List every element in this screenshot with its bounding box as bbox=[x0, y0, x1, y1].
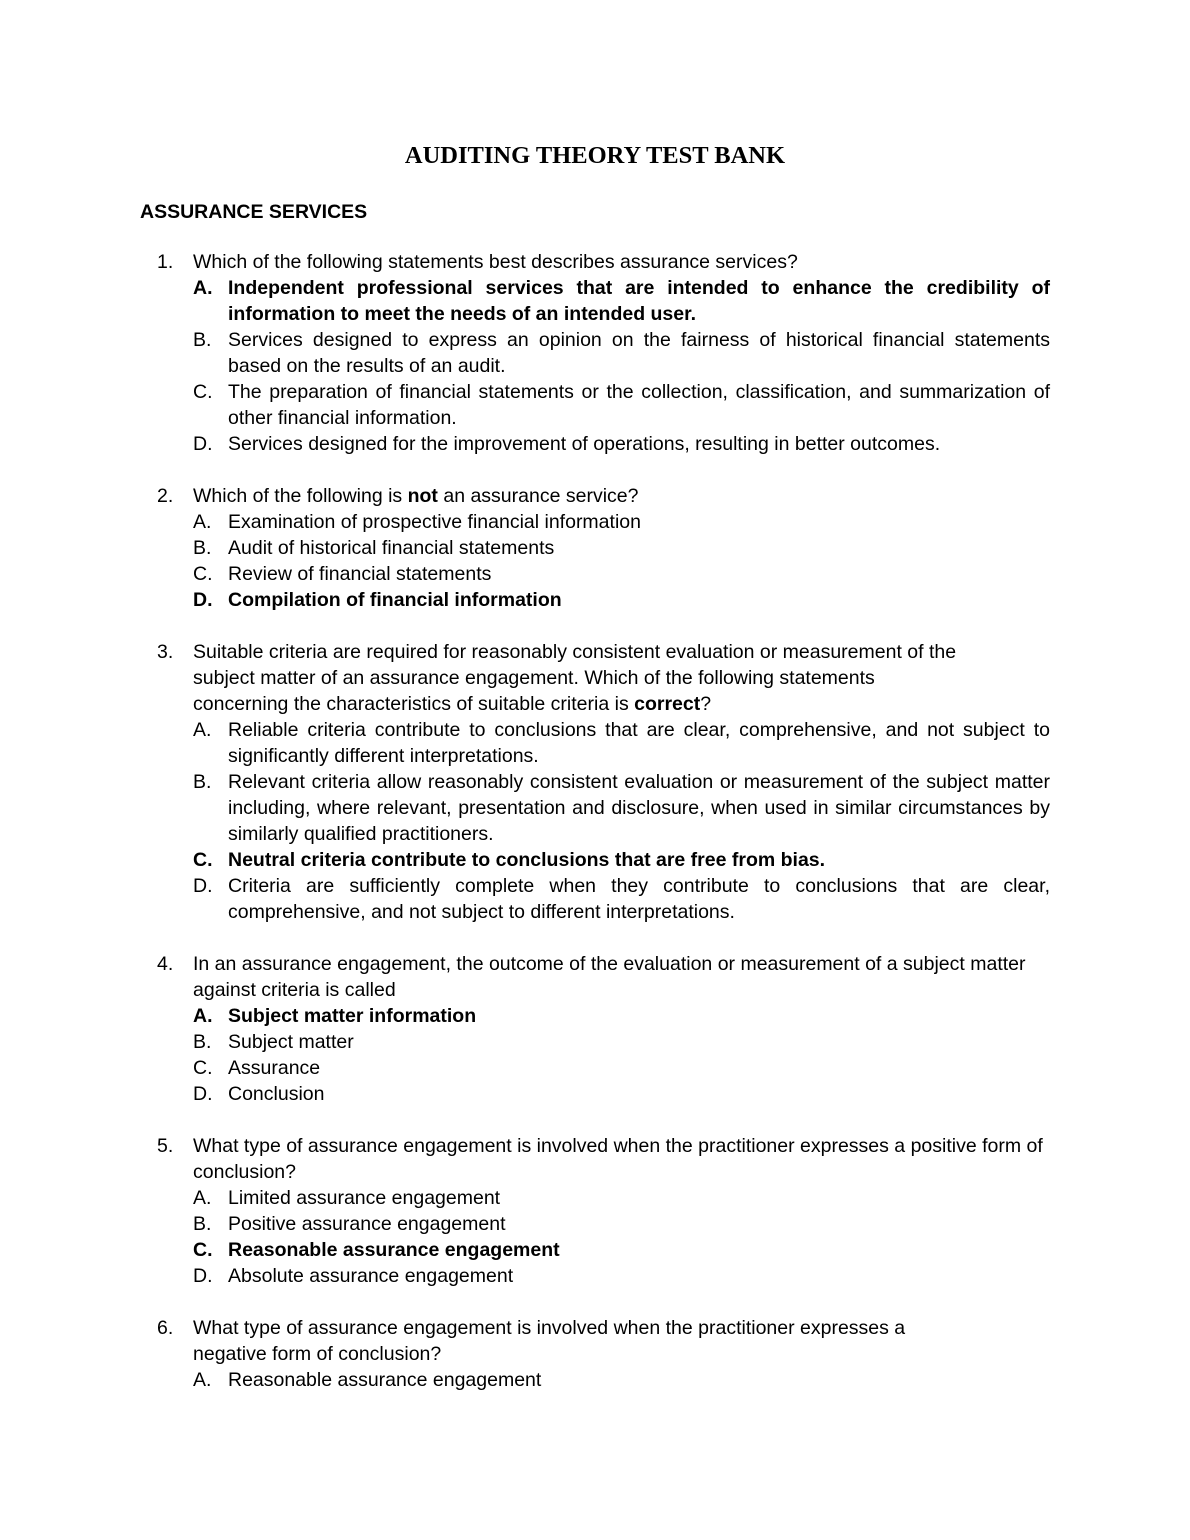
option-text: Relevant criteria allow reasonably consistent evaluation or measurement of the subject matter including, where relevant, presentation and disclosure, when used in similar circumstances by similarly qualified practitioners. bbox=[228, 771, 1050, 845]
option-text: Compilation of financial information bbox=[228, 589, 562, 611]
answer-option-d bbox=[0, 1081, 1190, 1107]
option-text: Neutral criteria contribute to conclusions that are free from bias. bbox=[228, 849, 826, 871]
option-text: Reasonable assurance engagement bbox=[228, 1369, 542, 1391]
question-text: What type of assurance engagement is involved when the practitioner expresses a positive form of conclusion? bbox=[193, 1135, 1043, 1183]
answer-option-c bbox=[0, 561, 1190, 587]
option-text: Independent professional services that are intended to enhance the credibility of information to meet the needs of an intended user. bbox=[228, 277, 1050, 325]
section-heading: ASSURANCE SERVICES bbox=[140, 201, 368, 223]
answer-option-a bbox=[0, 717, 1190, 769]
option-letter: B. bbox=[193, 537, 212, 559]
option-text: Positive assurance engagement bbox=[228, 1213, 506, 1235]
option-text: The preparation of financial statements or the collection, classification, and summarization of other financial information. bbox=[228, 381, 1050, 429]
question-number: 5. bbox=[157, 1135, 174, 1157]
answer-option-a bbox=[0, 1367, 1190, 1393]
answer-option-a bbox=[0, 1003, 1190, 1029]
question-text: In an assurance engagement, the outcome of the evaluation or measurement of a subject matter against criteria is called bbox=[193, 953, 1026, 1001]
option-letter: D. bbox=[193, 1265, 213, 1287]
question-text-line: negative form of conclusion? bbox=[193, 1343, 442, 1365]
option-letter: B. bbox=[193, 1031, 212, 1053]
option-letter: B. bbox=[193, 771, 212, 793]
question-list bbox=[0, 249, 1190, 1419]
answer-option-b bbox=[0, 327, 1190, 379]
option-letter: D. bbox=[193, 589, 213, 611]
option-text: Conclusion bbox=[228, 1083, 325, 1105]
question-text-part: ? bbox=[700, 693, 712, 715]
answer-option-c bbox=[0, 379, 1190, 431]
answer-option-c bbox=[0, 847, 1190, 873]
answer-option-d bbox=[0, 587, 1190, 613]
option-text: Audit of historical financial statements bbox=[228, 537, 555, 559]
option-letter: A. bbox=[193, 1369, 212, 1391]
question-text-part: Which of the following is bbox=[193, 485, 408, 507]
option-letter: A. bbox=[193, 277, 213, 299]
question-stem bbox=[0, 1315, 1190, 1367]
question-2 bbox=[0, 483, 1190, 613]
question-number: 2. bbox=[157, 485, 174, 507]
option-text: Services designed to express an opinion on the fairness of historical financial statements based on the results of an audit. bbox=[228, 329, 1050, 377]
answer-option-a bbox=[0, 509, 1190, 535]
option-text: Assurance bbox=[228, 1057, 321, 1079]
answer-option-d bbox=[0, 873, 1190, 925]
answer-option-a bbox=[0, 275, 1190, 327]
question-stem bbox=[0, 483, 1190, 509]
answer-option-c bbox=[0, 1237, 1190, 1263]
answer-option-b bbox=[0, 1029, 1190, 1055]
option-letter: B. bbox=[193, 1213, 212, 1235]
answer-option-b bbox=[0, 769, 1190, 847]
option-letter: C. bbox=[193, 849, 213, 871]
question-number: 3. bbox=[157, 641, 174, 663]
question-text-line: Suitable criteria are required for reasonably consistent evaluation or measurement of the bbox=[193, 641, 957, 663]
option-letter: D. bbox=[193, 875, 213, 897]
option-letter: C. bbox=[193, 563, 213, 585]
answer-option-d bbox=[0, 1263, 1190, 1289]
answer-option-b bbox=[0, 535, 1190, 561]
question-stem bbox=[0, 1133, 1190, 1185]
question-emphasis: not bbox=[407, 485, 438, 507]
option-text: Examination of prospective financial information bbox=[228, 511, 641, 533]
question-number: 4. bbox=[157, 953, 174, 975]
answer-option-c bbox=[0, 1055, 1190, 1081]
option-text: Subject matter bbox=[228, 1031, 354, 1053]
option-text: Reasonable assurance engagement bbox=[228, 1239, 560, 1261]
option-letter: C. bbox=[193, 381, 213, 403]
question-text-part: concerning the characteristics of suitable criteria is bbox=[193, 693, 635, 715]
option-letter: D. bbox=[193, 433, 213, 455]
option-letter: A. bbox=[193, 1005, 213, 1027]
question-6 bbox=[0, 1315, 1190, 1393]
answer-option-b bbox=[0, 1211, 1190, 1237]
question-stem bbox=[0, 249, 1190, 275]
document-title: AUDITING THEORY TEST BANK bbox=[404, 142, 786, 169]
option-text: Services designed for the improvement of operations, resulting in better outcomes. bbox=[228, 433, 941, 455]
question-emphasis: correct bbox=[634, 693, 701, 715]
option-letter: A. bbox=[193, 511, 212, 533]
question-number: 1. bbox=[157, 251, 174, 273]
question-stem bbox=[0, 951, 1190, 1003]
option-letter: C. bbox=[193, 1239, 213, 1261]
question-text-line: What type of assurance engagement is involved when the practitioner expresses a bbox=[193, 1317, 906, 1339]
option-letter: A. bbox=[193, 719, 212, 741]
answer-option-a bbox=[0, 1185, 1190, 1211]
answer-option-d bbox=[0, 431, 1190, 457]
option-text: Subject matter information bbox=[228, 1005, 477, 1027]
option-text: Criteria are sufficiently complete when they contribute to conclusions that are clear, comprehensive, and not subject to different interpretations. bbox=[228, 875, 1050, 923]
question-text-line: subject matter of an assurance engagement. Which of the following statements bbox=[193, 667, 875, 689]
option-text: Reliable criteria contribute to conclusions that are clear, comprehensive, and not subject to significantly different interpretations. bbox=[228, 719, 1050, 767]
option-letter: B. bbox=[193, 329, 212, 351]
question-1 bbox=[0, 249, 1190, 457]
option-text: Review of financial statements bbox=[228, 563, 492, 585]
question-text: Which of the following statements best describes assurance services? bbox=[193, 251, 798, 273]
option-letter: A. bbox=[193, 1187, 212, 1209]
question-text-part: an assurance service? bbox=[437, 485, 639, 507]
question-number: 6. bbox=[157, 1317, 174, 1339]
question-3 bbox=[0, 639, 1190, 925]
question-5 bbox=[0, 1133, 1190, 1289]
option-letter: D. bbox=[193, 1083, 213, 1105]
option-text: Limited assurance engagement bbox=[228, 1187, 501, 1209]
option-letter: C. bbox=[193, 1057, 213, 1079]
question-4 bbox=[0, 951, 1190, 1107]
question-stem bbox=[0, 639, 1190, 717]
question-text-line bbox=[193, 691, 1050, 717]
option-text: Absolute assurance engagement bbox=[228, 1265, 514, 1287]
